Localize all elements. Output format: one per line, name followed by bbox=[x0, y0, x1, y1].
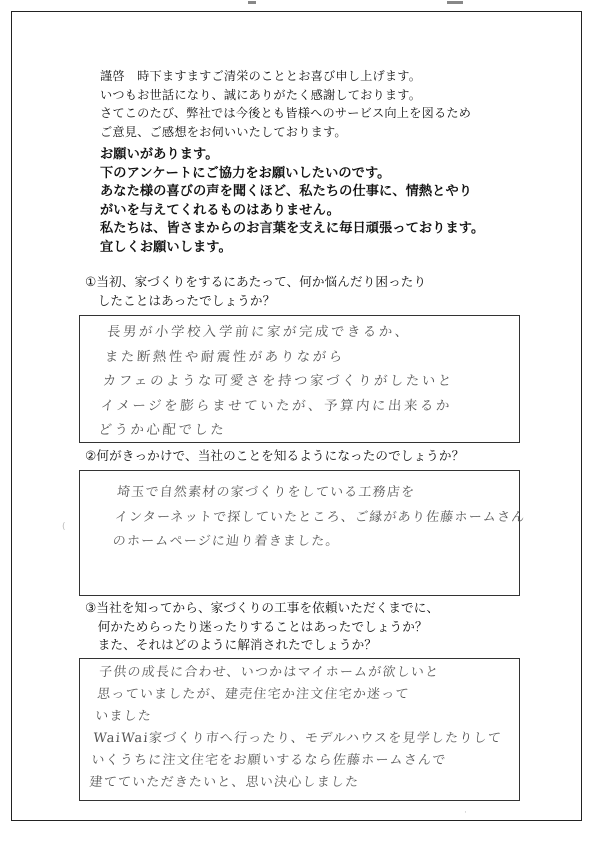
question-3 bbox=[85, 599, 545, 655]
answer-line: 子供の成長に合わせ、いつかはマイホームが欲しいと bbox=[98, 665, 440, 680]
answer-line: 埼玉で自然素材の家づくりをしている工務店を bbox=[116, 485, 416, 500]
answer-line: また断熱性や耐震性がありながら bbox=[104, 349, 346, 365]
scan-mark bbox=[447, 1, 463, 4]
answer-3-handwriting bbox=[88, 662, 508, 794]
answer-line: インターネットで探していたところ、ご縁があり佐藤ホームさん bbox=[114, 509, 527, 525]
question-2 bbox=[85, 447, 545, 466]
answer-line: どうか心配でした bbox=[97, 423, 228, 438]
request-line: がいを与えてくれるものはありません。 bbox=[100, 202, 340, 218]
scan-speck: ( bbox=[62, 522, 66, 532]
request-line: あなた様の喜びの声を聞くほど、私たちの仕事に、情熱とやり bbox=[100, 184, 473, 200]
answer-line: 思っていましたが、建売住宅か注文住宅か迷って bbox=[96, 687, 411, 702]
question-line: また、それはどのように解消されたでしょうか？ bbox=[85, 637, 377, 652]
question-1 bbox=[85, 273, 545, 310]
greeting-line: 謹啓 時下ますますご清栄のこととお喜び申し上げます。 bbox=[100, 69, 422, 83]
request-line: お願いがあります。 bbox=[100, 147, 219, 162]
answer-line: カフェのような可愛さを持つ家づくりがしたいと bbox=[102, 374, 455, 389]
question-line: したことはあったでしょうか？ bbox=[85, 292, 276, 308]
answer-line: のホームページに辿り着きました。 bbox=[112, 534, 341, 549]
question-line: ①当初、家づくりをするにあたって、何か悩んだり困ったり bbox=[85, 274, 427, 289]
request-paragraph bbox=[100, 146, 540, 258]
greeting-paragraph bbox=[100, 67, 520, 141]
greeting-line: ご意見、ご感想をお伺いいたしております。 bbox=[100, 124, 347, 139]
greeting-line: さてこのたび、弊社では今後とも皆様へのサービス向上を図るため bbox=[100, 106, 472, 120]
question-line: 何かためらったり迷ったりすることはあったでしょうか？ bbox=[85, 618, 428, 634]
answer-line: いくうちに注文住宅をお願いするなら佐藤ホームさんで bbox=[90, 753, 448, 768]
answer-1-handwriting bbox=[97, 321, 459, 444]
answer-line: いました bbox=[94, 709, 153, 724]
greeting-line: いつもお世話になり、誠にありがたく感謝しております。 bbox=[100, 87, 422, 102]
answer-line: WaiWai家づくり市へ行ったり、モデルハウスを見学したりして bbox=[92, 731, 503, 746]
answer-line: 長男が小学校入学前に家が完成できるか、 bbox=[106, 325, 412, 340]
request-line: 私たちは、皆さまからのお言葉を支えに毎日頑張っております。 bbox=[100, 221, 485, 237]
answer-2-handwriting bbox=[112, 481, 529, 555]
answer-line: 建てていただきたいと、思い決心しました bbox=[88, 775, 360, 790]
scan-mark bbox=[248, 1, 256, 4]
request-line: 下のアンケートにご協力をお願いしたいのです。 bbox=[100, 165, 391, 181]
question-line: ③当社を知ってから、家づくりの工事を依頼いただくまでに、 bbox=[85, 600, 440, 615]
scan-speck: · bbox=[464, 808, 467, 818]
request-line: 宜しくお願いします。 bbox=[100, 239, 232, 255]
question-line: ②何がきっかけで、当社のことを知るようになったのでしょうか？ bbox=[85, 448, 465, 463]
answer-line: イメージを膨らませていたが、予算内に出来るか bbox=[99, 398, 453, 414]
